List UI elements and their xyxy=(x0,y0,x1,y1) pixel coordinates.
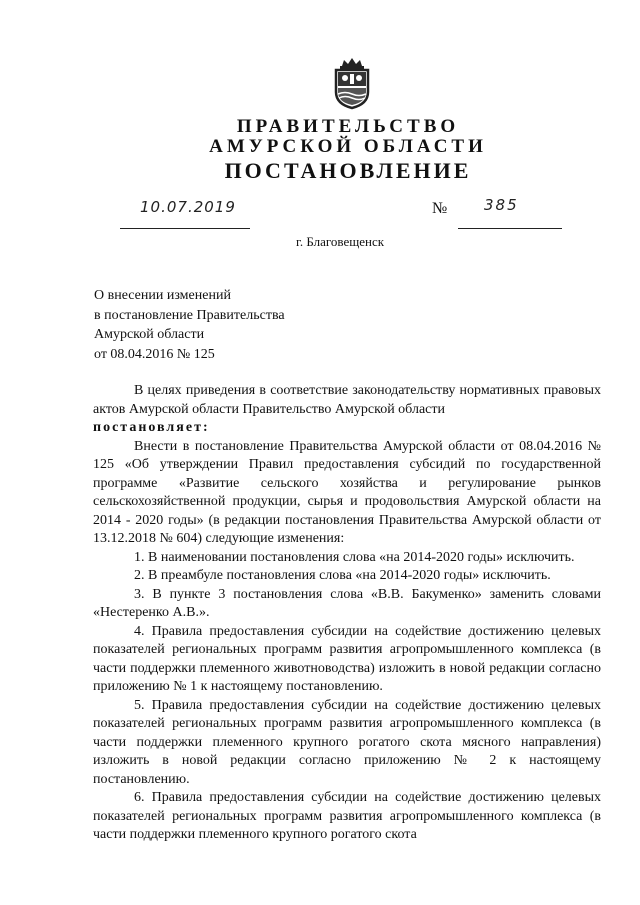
document-date: 10.07.2019 xyxy=(140,198,236,216)
list-item: 4. Правила предоставления субсидии на содействие достижению целевых показателей региональных программ развития агропромышленного комплекса (в части поддержки племенного животноводства) изложить в новой редакции согласно приложению № 1 к настоящему постановлению. xyxy=(93,623,601,694)
number-underline xyxy=(458,212,562,229)
subject-line: в постановление Правительства xyxy=(94,307,285,323)
number-label: № xyxy=(432,200,448,217)
document-number: 385 xyxy=(484,196,519,214)
document-type-title: ПОСТАНОВЛЕНИЕ xyxy=(224,158,472,183)
subject-line: О внесении изменений xyxy=(94,288,231,303)
document-body xyxy=(93,382,601,845)
list-item: 5. Правила предоставления субсидии на содействие достижению целевых показателей региональных программ развития агропромышленного комплекса (в части поддержки племенного крупного рогатого скота мясного направления) изложить в новой редакции согласно приложению № 2 к настоящему постановлению. xyxy=(93,697,601,787)
government-heading: ПРАВИТЕЛЬСТВО xyxy=(236,116,460,137)
subject-line: от 08.04.2016 № 125 xyxy=(94,346,215,362)
region-heading: АМУРСКОЙ ОБЛАСТИ xyxy=(209,136,487,157)
list-item: 3. В пункте 3 постановления слова «В.В. Бакуменко» заменить словами «Нестеренко А.В.». xyxy=(93,586,601,620)
resolution-keyword: постановляет: xyxy=(93,420,210,435)
city-line: г. Благовещенск xyxy=(295,234,385,249)
list-item: 6. Правила предоставления субсидии на содействие достижению целевых показателей региональных программ развития агропромышленного комплекса (в части поддержки племенного крупного рогатого скота xyxy=(93,790,601,842)
preamble-paragraph: В целях приведения в соответствие законодательству нормативных правовых актов Амурской области Правительство Амурской области xyxy=(93,383,601,417)
document-subject xyxy=(94,286,285,364)
intro-paragraph: Внести в постановление Правительства Амурской области от 08.04.2016 № 125 «Об утверждении Правил предоставления субсидий по государственной программе «Развитие сельского хозяйства и регулирование рынков сельскохозяйственной продукции, сырья и продовольствия Амурской области на 2014 - 2020 годы» (в редакции постановления Правительства Амурской области от 13.12.2018 № 604) следующие изменения: xyxy=(93,438,601,546)
subject-line: Амурской области xyxy=(94,327,205,342)
list-item: 1. В наименовании постановления слова «на 2014-2020 годы» исключить. xyxy=(134,549,575,565)
coat-of-arms-icon xyxy=(330,56,374,110)
list-item: 2. В преамбуле постановления слова «на 2014-2020 годы» исключить. xyxy=(134,568,551,583)
